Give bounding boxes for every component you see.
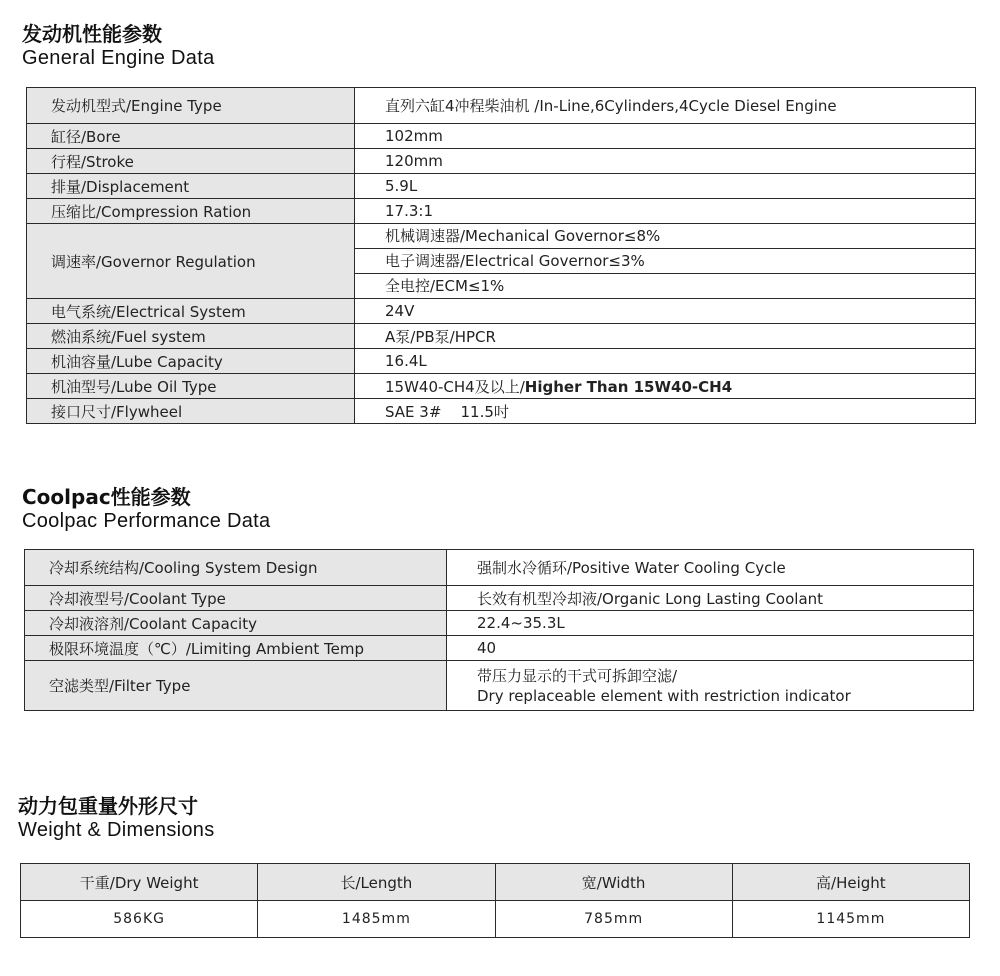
engine-title-cn: 发动机性能参数 (22, 22, 162, 46)
lube-oil-value-prefix: 15W40-CH4及以上/ (385, 377, 525, 396)
lube-oil-value (355, 374, 976, 399)
weight-title-en: Weight & Dimensions (18, 819, 215, 841)
engine-section-title (22, 22, 215, 70)
engine-title-en: General Engine Data (22, 47, 215, 69)
table-row (27, 224, 976, 299)
governor-mechanical: 机械调速器/Mechanical Governor≤8% (355, 224, 975, 249)
flywheel-value: SAE 3# 11.5吋 (355, 399, 976, 424)
bore-label: 缸径/Bore (27, 124, 355, 149)
ambient-temp-label: 极限环境温度（℃）/Limiting Ambient Temp (25, 636, 447, 661)
governor-values (355, 224, 976, 299)
compression-value: 17.3:1 (355, 199, 976, 224)
governor-ecm: 全电控/ECM≤1% (385, 277, 505, 295)
dry-weight-header: 干重/Dry Weight (21, 864, 258, 901)
coolpac-title-en: Coolpac Performance Data (22, 510, 271, 532)
displacement-label: 排量/Displacement (27, 174, 355, 199)
cooling-design-label: 冷却系统结构/Cooling System Design (25, 550, 447, 586)
flywheel-label: 接口尺寸/Flywheel (27, 399, 355, 424)
table-row (27, 124, 976, 149)
table-header-row (21, 864, 970, 901)
engine-type-value: 直列六缸4冲程柴油机 /In-Line,6Cylinders,4Cycle Diesel Engine (355, 88, 976, 124)
coolant-capacity-label: 冷却液溶剂/Coolant Capacity (25, 611, 447, 636)
governor-label: 调速率/Governor Regulation (27, 224, 355, 299)
table-row (27, 88, 976, 124)
lube-capacity-value: 16.4L (355, 349, 976, 374)
fuel-value: A泵/PB泵/HPCR (355, 324, 976, 349)
table-row (25, 586, 974, 611)
governor-electrical: 电子调速器/Electrical Governor≤3% (355, 249, 975, 274)
length-header: 长/Length (258, 864, 495, 901)
table-row (27, 349, 976, 374)
bore-value: 102mm (355, 124, 976, 149)
coolpac-title-cn: Coolpac性能参数 (22, 485, 191, 509)
table-row (25, 661, 974, 711)
width-value: 785mm (495, 901, 732, 938)
stroke-label: 行程/Stroke (27, 149, 355, 174)
stroke-value: 120mm (355, 149, 976, 174)
length-value: 1485mm (258, 901, 495, 938)
compression-label: 压缩比/Compression Ration (27, 199, 355, 224)
coolpac-data-table (24, 549, 974, 711)
electrical-label: 电气系统/Electrical System (27, 299, 355, 324)
displacement-value: 5.9L (355, 174, 976, 199)
height-header: 高/Height (732, 864, 969, 901)
table-row (27, 399, 976, 424)
lube-oil-value-bold: Higher Than 15W40-CH4 (524, 377, 733, 396)
table-row (27, 374, 976, 399)
filter-type-value (447, 661, 974, 711)
engine-type-label: 发动机型式/Engine Type (27, 88, 355, 124)
fuel-label: 燃油系统/Fuel system (27, 324, 355, 349)
table-row (25, 636, 974, 661)
weight-title-cn: 动力包重量外形尺寸 (18, 794, 198, 818)
coolant-capacity-value: 22.4~35.3L (447, 611, 974, 636)
weight-section-title (18, 794, 215, 842)
table-row (25, 550, 974, 586)
table-row (27, 149, 976, 174)
lube-oil-label: 机油型号/Lube Oil Type (27, 374, 355, 399)
coolant-type-value: 长效有机型冷却液/Organic Long Lasting Coolant (447, 586, 974, 611)
ambient-temp-value: 40 (447, 636, 974, 661)
filter-type-value-en: Dry replaceable element with restriction indicator (477, 686, 851, 705)
filter-type-label: 空滤类型/Filter Type (25, 661, 447, 711)
table-row (27, 199, 976, 224)
lube-capacity-label: 机油容量/Lube Capacity (27, 349, 355, 374)
table-row (21, 901, 970, 938)
electrical-value: 24V (355, 299, 976, 324)
table-row (27, 299, 976, 324)
coolant-type-label: 冷却液型号/Coolant Type (25, 586, 447, 611)
weight-dimensions-table (20, 863, 970, 938)
height-value: 1145mm (732, 901, 969, 938)
cooling-design-value: 强制水冷循环/Positive Water Cooling Cycle (447, 550, 974, 586)
table-row (27, 174, 976, 199)
table-row (25, 611, 974, 636)
dry-weight-value: 586KG (21, 901, 258, 938)
filter-type-value-cn: 带压力显示的干式可拆卸空滤/ (477, 666, 678, 685)
coolpac-section-title (22, 485, 270, 533)
width-header: 宽/Width (495, 864, 732, 901)
table-row (27, 324, 976, 349)
engine-data-table (26, 87, 976, 424)
